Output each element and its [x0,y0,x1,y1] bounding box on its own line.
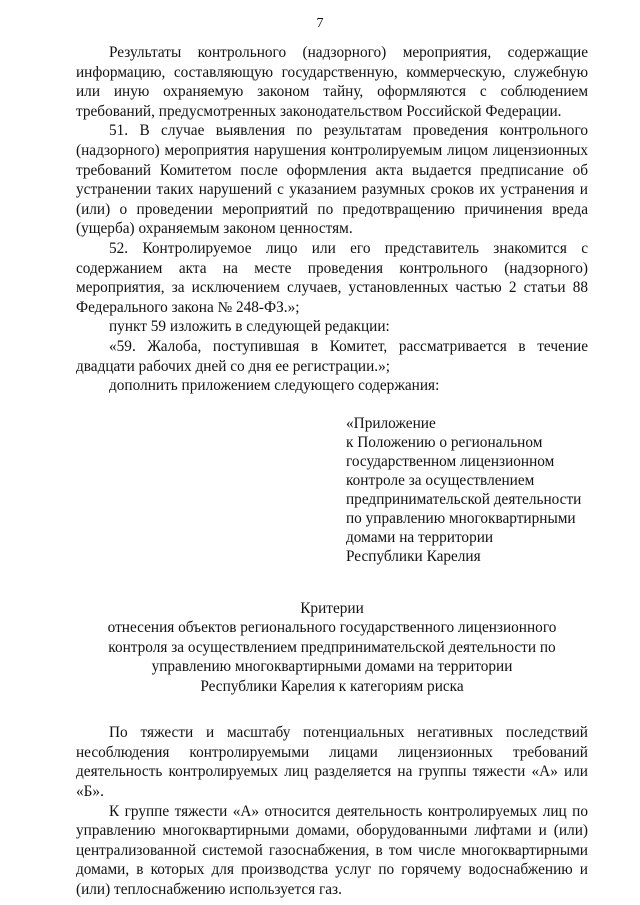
appendix-line: к Положению о региональном [346,433,543,451]
paragraph-amend-item-59: пункт 59 изложить в следующей редакции: [109,318,390,336]
criteria-title-block [76,599,588,697]
criteria-subtitle-line: отнесения объектов регионального государственного лицензионного [107,619,557,637]
paragraph-add-appendix: дополнить приложением следующего содержания: [109,377,440,395]
criteria-body [76,723,588,899]
appendix-line: предпринимательской деятельности [346,490,582,508]
paragraph-item-59: «59. Жалоба, поступившая в Комитет, рассматривается в течение двадцати рабочих дней со дня ее регистрации.»; [76,337,588,375]
paragraph-results-confidential: Результаты контрольного (надзорного) мероприятия, содержащие информацию, составляющую государственную, коммерческую, служебную или иную охраняемую законом тайну, оформляются с соблюдением требований, предусмотренных законодательством Российской Федерации. [76,44,588,120]
paragraph-severity-groups: По тяжести и масштабу потенциальных негативных последствий несоблюдения контролируемыми лицами лицензионных требований деятельность контролируемых лиц разделяется на группы тяжести «А» или «Б». [76,724,588,800]
appendix-line: «Приложение [346,414,436,432]
appendix-line: Республики Карелия [346,547,481,565]
criteria-subtitle-line: Республики Карелия к категориям риска [200,677,464,695]
appendix-line: контроле за осуществлением [346,471,535,489]
appendix-line: домами на территории [346,528,494,546]
paragraph-item-51: 51. В случае выявления по результатам проведения контрольного (надзорного) мероприятия нарушения контролируемым лицом лицензионных требований Комитетом после оформления акта выдается предписание об устранении таких нарушений с указанием разумных сроков их устранения и (или) о проведении мероприятий по предотвращению причинения вреда (ущерба) охраняемым законом ценностям. [76,122,588,238]
document-body [76,43,588,900]
criteria-subtitle-line: контроля за осуществлением предпринимательской деятельности по [108,638,556,656]
appendix-line: государственном лицензионном [346,452,555,470]
paragraph-group-a: К группе тяжести «А» относится деятельность контролируемых лиц по управлению многоквартирными домами, оборудованными лифтами и (или) централизованной системой газоснабжения, в том числе многоквартирными домами, в которых для производства услуг по горячему водоснабжению и (или) теплоснабжению используется газ. [76,802,588,898]
criteria-heading: Критерии [300,599,364,617]
criteria-subtitle-line: управлению многоквартирными домами на территории [151,658,513,676]
paragraph-item-52: 52. Контролируемое лицо или его представитель знакомится с содержанием акта на месте проведения контрольного (надзорного) мероприятия, за исключением случаев, установленных частью 2 статьи 88 Федерального закона № 248-ФЗ.»; [76,239,588,316]
appendix-header [346,414,596,566]
page-number: 7 [316,16,324,31]
appendix-line: по управлению многоквартирными [346,509,576,527]
